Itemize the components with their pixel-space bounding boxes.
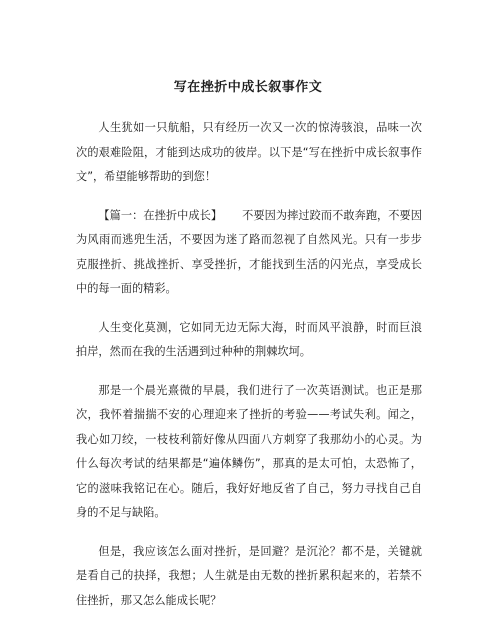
paragraph-text: 人生变化莫测，它如同无边无际大海，时而风平浪静，时而巨浪拍岸，然而在我的生活遇到过种种的荆棘坎坷。: [76, 320, 422, 358]
paragraph-life-changes: [76, 316, 422, 365]
paragraph-text: 但是，我应该怎么面对挫折，是回避？是沉沦？都不是，关键就是看自己的抉择，我想；人生就是由无数的挫折累积起来的，若禁不住挫折，那又怎么能成长呢？: [76, 544, 422, 607]
paragraph-text: 不要因为摔过跤而不敢奔跑，不要因为风雨而逃兜生活，不要因为迷了路而忽视了自然风光。只有一步步克服挫折、挑战挫折、享受挫折，才能找到生活的闪光点，享受成长中的每一面的精彩。: [76, 208, 422, 295]
paragraph-section-one: [76, 204, 422, 302]
section-heading: 【篇一：在挫折中成长】: [98, 208, 223, 222]
paragraph-intro: [76, 116, 422, 190]
document-body: [76, 116, 422, 627]
paragraph-facing-setbacks: [76, 540, 422, 614]
document-title: 写在挫折中成长叙事作文: [173, 80, 323, 95]
paragraph-text: 那是一个晨光熹微的早晨，我们进行了一次英语测试。也正是那次，我怀着揣揣不安的心理迎来了挫折的考验——考试失利。闻之，我心如刀绞，一枝枝利箭好像从四面八方刺穿了我那幼小的心灵。为什么每次考试的结果都是“遍体鳞伤”，那真的是太可怕，太恐怖了，它的滋味我铭记在心。随后，我好好地反省了自己，努力寻找自己自身的不足与缺陷。: [76, 383, 422, 519]
paragraph-english-test: [76, 379, 422, 526]
paragraph-text: 人生犹如一只航船，只有经历一次又一次的惊涛骇浪，品味一次次的艰难险阻，才能到达成功的彼岸。以下是“写在挫折中成长叙事作文”，希望能够帮助的到您！: [76, 121, 422, 183]
